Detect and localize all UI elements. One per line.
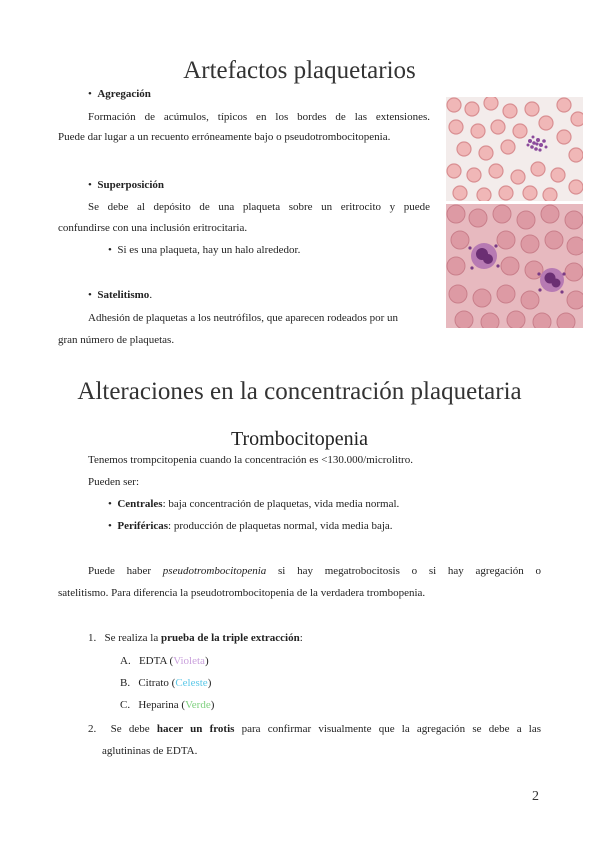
agregacion-micrograph-svg [446,97,583,201]
bullet-icon: • [108,520,112,532]
tube-b-name: Citrato ( [138,677,176,689]
superposicion-heading: Superposición [97,179,164,191]
page-number: 2 [532,789,539,804]
step-1-bold: prueba de la triple extracción [161,632,300,644]
tube-a-end: ) [204,655,209,667]
superposicion-subitem [108,242,300,258]
agregacion-line2: Puede dar lugar a un recuento erróneamente bajo o pseudotrombocitopenia. [58,131,391,143]
tube-a-name: EDTA ( [138,655,174,667]
tube-c-mark: C. [120,699,131,711]
satelitismo-line2: gran número de plaquetas. [58,334,175,346]
bullet-icon: • [88,88,92,100]
tube-a-color: Violeta [173,655,205,667]
centrales-label: Centrales [117,498,163,510]
pueden-ser-label: Pueden ser: [88,476,140,488]
tube-a [120,653,209,669]
step-1-pre: Se realiza la [104,632,161,644]
bullet-icon: • [88,179,92,191]
trombocitopenia-definition: Tenemos trompcitopenia cuando la concentración es <130.000/microlitro. [88,454,413,466]
step-2-bold: hacer un frotis [156,723,235,735]
tube-b-mark: B. [120,677,131,689]
step-2-line2: aglutininas de EDTA. [102,745,198,757]
superposicion-line1: Se debe al depósito de una plaqueta sobre un eritrocito y puede [88,201,430,213]
step-1-number: 1. [88,632,97,644]
tube-b-end: ) [207,677,212,689]
step-1-post: : [299,632,303,644]
agregacion-line1: Formación de acúmulos, típicos en los bordes de las extensiones. [88,111,430,123]
pseudotrombocitopenia-line2: satelitismo. Para diferencia la pseudotrombocitopenia de la verdadera trombopenia. [58,587,426,599]
tube-c-color: Verde [185,699,211,711]
step-2-line1 [88,721,541,737]
step-2-number: 2. [88,723,97,735]
agregacion-item [88,86,151,102]
perifericas-label: Periféricas [117,520,169,532]
perifericas-item [108,518,393,534]
pseudo-pre: Puede haber [88,565,163,577]
superposicion-item [88,177,164,193]
section-title-alteraciones: Alteraciones en la concentración plaquetaria [77,378,522,405]
perifericas-text: : producción de plaquetas normal, vida media baja. [168,520,393,532]
agregacion-heading: Agregación [97,88,151,100]
centrales-item [108,496,399,512]
pseudo-em: pseudotrombocitopenia [162,565,267,577]
satelitismo-heading-suffix: . [149,289,153,301]
tube-b [120,675,211,691]
pseudotrombocitopenia-line1 [88,563,541,579]
satelitismo-heading: Satelitismo [97,289,150,301]
tube-a-mark: A. [120,655,131,667]
step-1 [88,630,303,646]
satelitismo-item [88,287,152,303]
satelitismo-line1: Adhesión de plaquetas a los neutrófilos, que aparecen rodeados por un [88,312,399,324]
satelitismo-micrograph-svg [446,204,583,328]
subsection-title-trombocitopenia: Trombocitopenia [230,428,369,450]
tube-c [120,697,214,713]
agregacion-micrograph [446,97,583,201]
step-2-pre: Se debe [110,723,157,735]
step-2-post: para confirmar visualmente que la agregación se debe a las [234,723,542,735]
superposicion-line2: confundirse con una inclusión eritrocitaria. [58,222,248,234]
superposicion-sub-text: Si es una plaqueta, hay un halo alrededor. [117,244,301,256]
tube-c-end: ) [210,699,215,711]
bullet-icon: • [108,244,112,256]
pseudo-post: si hay megatrobocitosis o si hay agregación o [266,565,542,577]
bullet-icon: • [88,289,92,301]
satelitismo-micrograph [446,204,583,328]
bullet-icon: • [108,498,112,510]
section-title-artefactos: Artefactos plaquetarios [183,57,416,84]
tube-c-name: Heparina ( [138,699,186,711]
tube-b-color: Celeste [175,677,208,689]
centrales-text: : baja concentración de plaquetas, vida media normal. [162,498,400,510]
